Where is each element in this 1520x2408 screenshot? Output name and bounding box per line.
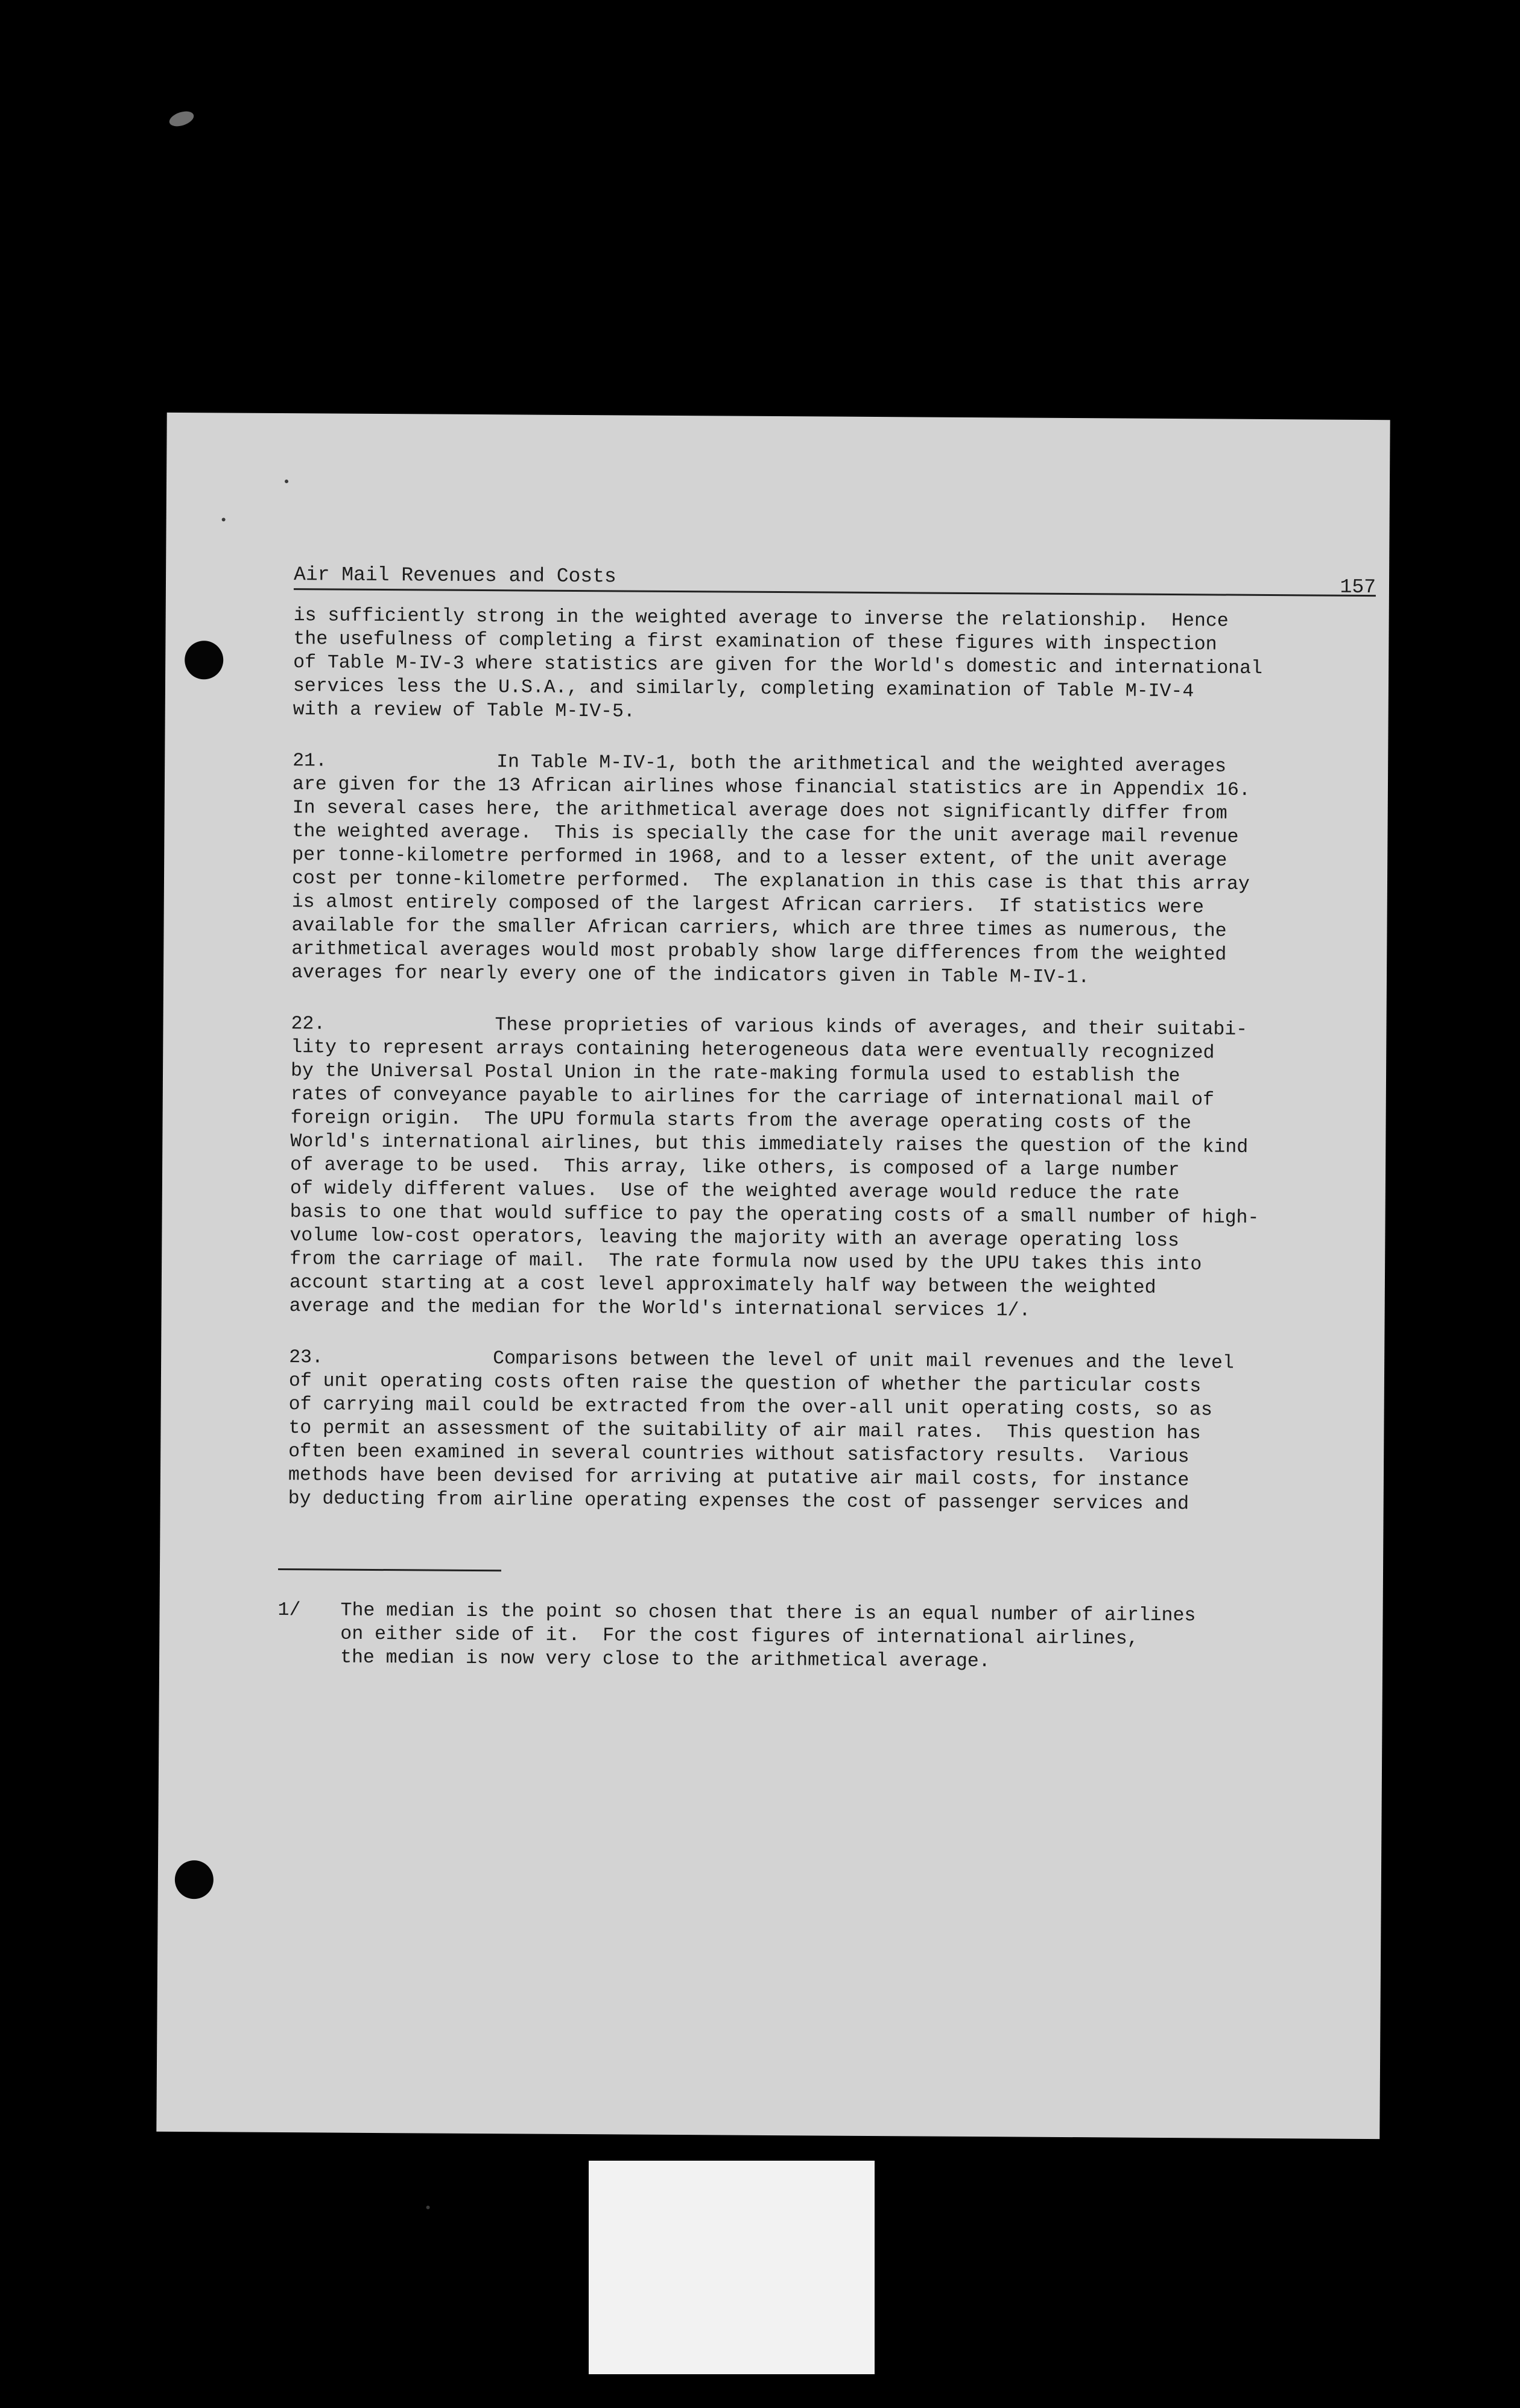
body-text bbox=[288, 604, 1403, 1545]
text-line: available for the smaller African carriers, which are three times as numerous, the bbox=[291, 915, 1227, 942]
running-header bbox=[294, 558, 1376, 597]
document-page bbox=[156, 413, 1390, 2139]
text-line: Comparisons between the level of unit mail revenues and the level bbox=[493, 1348, 1234, 1374]
text-line: to permit an assessment of the suitability of air mail rates. This question has bbox=[288, 1418, 1201, 1445]
text-line: volume low-cost operators, leaving the majority with an average operating loss bbox=[290, 1225, 1179, 1252]
punch-hole-top bbox=[185, 641, 223, 679]
footnote-marker: 1/ bbox=[277, 1599, 301, 1621]
text-line: arithmetical averages would most probably show large differences from the weighted bbox=[291, 939, 1227, 966]
scan-dot bbox=[222, 518, 226, 521]
text-line: the usefulness of completing a first examination of these figures with inspection bbox=[293, 629, 1217, 656]
text-line: rates of conveyance payable to airlines for the carriage of international mail of bbox=[290, 1084, 1215, 1111]
text-line: with a review of Table M-IV-5. bbox=[293, 699, 635, 723]
text-line: from the carriage of mail. The rate formula now used by the UPU takes this into bbox=[290, 1249, 1202, 1276]
text-line: of Table M-IV-3 where statistics are given for the World's domestic and international bbox=[293, 652, 1263, 679]
text-line: of unit operating costs often raise the question of whether the particular costs bbox=[288, 1370, 1202, 1398]
text-line: lity to represent arrays containing heterogeneous data were eventually recognized bbox=[291, 1037, 1215, 1064]
paragraph-23 bbox=[288, 1346, 1399, 1517]
page-number: 157 bbox=[1340, 575, 1376, 599]
text-line: The median is the point so chosen that there is an equal number of airlines bbox=[340, 1600, 1196, 1627]
text-line: average and the median for the World's international services 1/. bbox=[289, 1296, 1031, 1322]
blank-target-card bbox=[589, 2161, 875, 2374]
header-title: Air Mail Revenues and Costs bbox=[293, 563, 616, 588]
text-line: account starting at a cost level approximately half way between the weighted bbox=[289, 1272, 1156, 1299]
text-line: of average to be used. This array, like others, is composed of a large number bbox=[290, 1155, 1180, 1182]
text-line: the weighted average. This is specially the case for the unit average mail revenue bbox=[292, 821, 1239, 848]
paragraph-continued bbox=[293, 604, 1404, 728]
text-line: on either side of it. For the cost figures of international airlines, bbox=[340, 1623, 1139, 1650]
paragraph-22 bbox=[290, 1012, 1401, 1325]
text-line: averages for nearly every one of the indicators given in Table M-IV-1. bbox=[291, 962, 1090, 989]
text-line: World's international airlines, but this immediately raises the question of the kind bbox=[290, 1131, 1249, 1158]
paragraph-number: 22. bbox=[291, 1013, 326, 1035]
text-line: of carrying mail could be extracted from the over-all unit operating costs, so as bbox=[288, 1394, 1212, 1421]
text-line: often been examined in several countries without satisfactory results. Various bbox=[288, 1441, 1189, 1468]
scan-dot bbox=[426, 2206, 430, 2210]
text-line: cost per tonne-kilometre performed. The explanation in this case is that this array bbox=[291, 868, 1250, 895]
paragraph-21 bbox=[291, 749, 1402, 991]
text-line: per tonne-kilometre performed in 1968, and to a lesser extent, of the unit average bbox=[292, 844, 1227, 872]
text-line: In Table M-IV-1, both the arithmetical and the weighted averages bbox=[496, 752, 1227, 778]
text-line: methods have been devised for arriving at putative air mail costs, for instance bbox=[288, 1465, 1189, 1492]
paragraph-number: 23. bbox=[289, 1347, 323, 1369]
punch-hole-bottom bbox=[175, 1860, 214, 1899]
text-line: is sufficiently strong in the weighted average to inverse the relationship. Hence bbox=[293, 605, 1229, 632]
footnote-divider bbox=[278, 1568, 501, 1571]
text-line: is almost entirely composed of the largest African carriers. If statistics were bbox=[291, 892, 1205, 919]
scan-speck bbox=[168, 109, 196, 129]
text-line: by the Universal Postal Union in the rate-making formula used to establish the bbox=[290, 1060, 1180, 1088]
text-line: These proprieties of various kinds of averages, and their suitabi- bbox=[495, 1015, 1248, 1041]
text-line: services less the U.S.A., and similarly, completing examination of Table M-IV-4 bbox=[293, 676, 1194, 703]
text-line: the median is now very close to the arithmetical average. bbox=[340, 1647, 990, 1673]
text-line: by deducting from airline operating expenses the cost of passenger services and bbox=[288, 1488, 1189, 1515]
scan-dot bbox=[285, 480, 288, 483]
text-line: foreign origin. The UPU formula starts from the average operating costs of the bbox=[290, 1107, 1192, 1135]
paragraph-number: 21. bbox=[293, 750, 328, 772]
footnote-text bbox=[340, 1599, 1195, 1675]
text-line: are given for the 13 African airlines whose financial statistics are in Appendix 16. bbox=[292, 774, 1250, 801]
text-line: In several cases here, the arithmetical average does not significantly differ from bbox=[292, 797, 1227, 825]
text-line: of widely different values. Use of the weighted average would reduce the rate bbox=[290, 1178, 1180, 1205]
footnote bbox=[277, 1598, 1303, 1673]
text-line: basis to one that would suffice to pay the operating costs of a small number of high- bbox=[290, 1202, 1259, 1229]
